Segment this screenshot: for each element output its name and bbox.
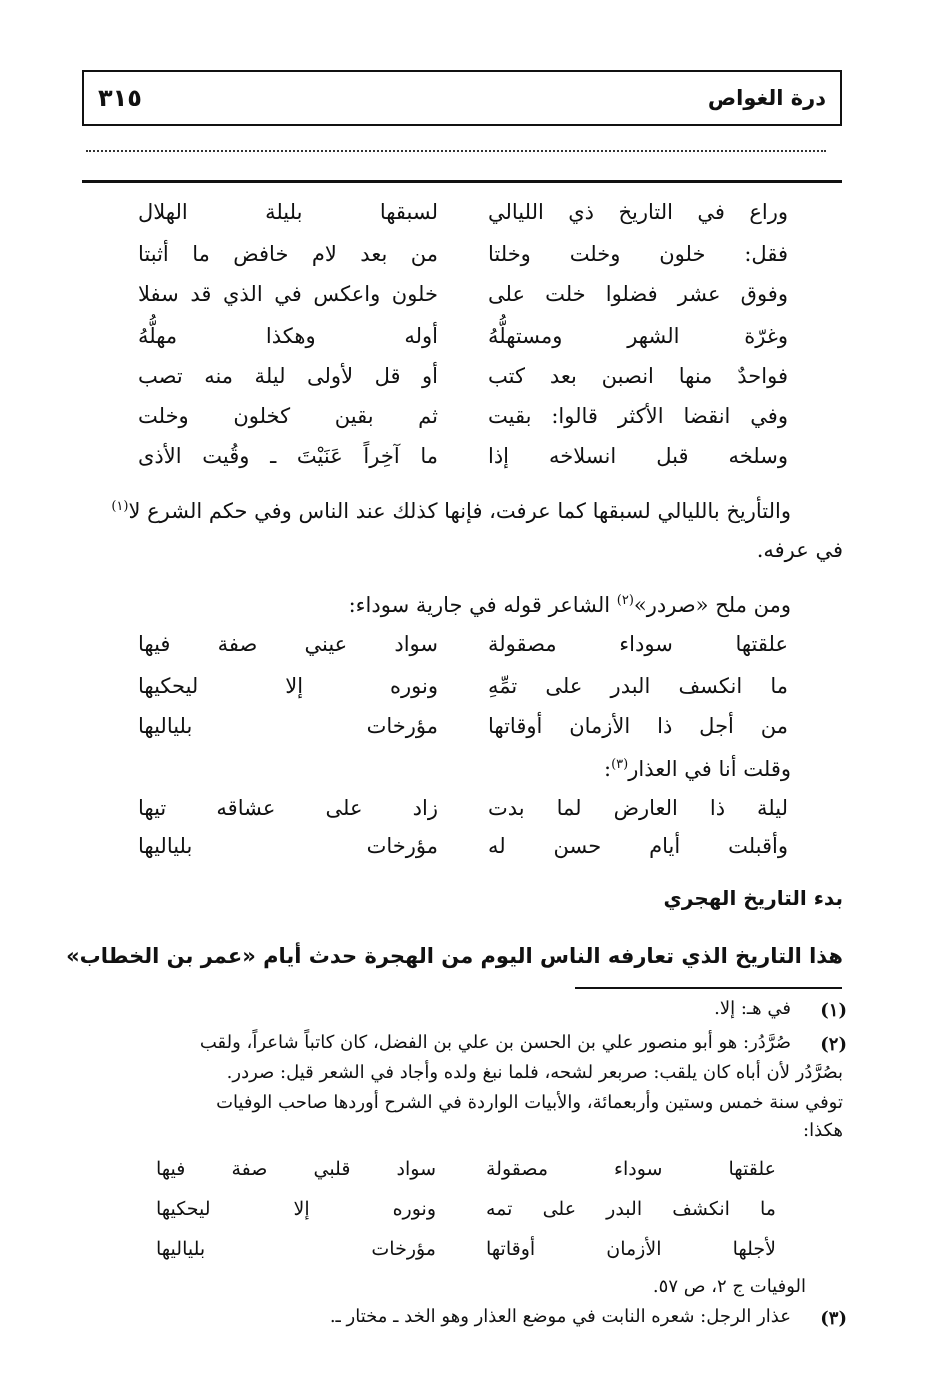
footnote-text: في هـ: إلا.	[714, 998, 791, 1019]
verse-first-hemistich: وسلخه قبل انسلاخه إذا	[488, 444, 788, 468]
footnote-separator	[575, 987, 842, 989]
verse-first-hemistich: ليلة ذا العارض لما بدت	[488, 796, 788, 820]
verse-second-hemistich: لسبقها بليلة الهلال	[138, 200, 438, 224]
verse-second-hemistich: سواد عيني صفة فيها	[138, 632, 438, 656]
dotted-divider	[86, 140, 826, 152]
footnote-source: الوفيات ج ٢، ص ٥٧.	[652, 1276, 806, 1297]
verse-first-hemistich: ما انكسف البدر على تمِّهِ	[488, 674, 788, 698]
paragraph-text: في عرفه.	[756, 538, 843, 562]
verse-second-hemistich: من بعد لام خافض ما أثبتا	[138, 242, 438, 266]
verse-first-hemistich: ما انكشف البدر على تمه	[486, 1198, 776, 1220]
verse-second-hemistich: ما آخِراً عَنَيْتَ ـ وقُيت الأذى	[138, 444, 438, 468]
verse-first-hemistich: فواحدٌ منها انصبن بعد كتب	[488, 364, 788, 388]
verse-first-hemistich: لأجلها الأزمان أوقاتها	[486, 1238, 776, 1260]
footnote-text: هكذا:	[803, 1120, 843, 1141]
paragraph-text: والتأريخ بالليالي لسبقها كما عرفت، فإنها كذلك عند الناس وفي حكم الشرع لا	[128, 499, 791, 523]
footnote-text: صُرَّدُر: هو أبو منصور علي بن الحسن بن علي بن الفضل، كان كاتباً شاعراً، ولقب	[199, 1032, 791, 1053]
verse-second-hemistich: أو قل لأولى ليلة منه تصب	[138, 364, 438, 388]
verse-first-hemistich: وفوق عشر فضلوا خلت على	[488, 282, 788, 306]
paragraph-line	[604, 758, 791, 780]
section-heading: بدء التاريخ الهجري	[663, 886, 843, 910]
verse-second-hemistich: أوله وهكذا مهلُّهُ	[138, 324, 438, 348]
verse-second-hemistich: مؤرخات بلياليها	[138, 834, 438, 858]
footnote-ref: (٢)	[616, 593, 634, 608]
paragraph-text: ومن ملح «صردر»	[633, 593, 791, 617]
verse-first-hemistich: علقتها سوداء مصقولة	[486, 1158, 776, 1180]
verse-first-hemistich: من أجل ذا الأزمان أوقاتها	[488, 714, 788, 738]
verse-first-hemistich: وغرّة الشهر ومستهلُّهُ	[488, 324, 788, 348]
verse-first-hemistich: فقل: خلون وخلت وخلتا	[488, 242, 788, 266]
verse-first-hemistich: وفي انقضا الأكثر قالوا: بقيت	[488, 404, 788, 428]
footnote-text: عذار الرجل: شعره النابت في موضع العذار وهو الخد ـ مختار ـ.	[329, 1306, 791, 1327]
verse-second-hemistich: ونوره إلا ليحكيها	[138, 674, 438, 698]
footnote-ref: (١)	[111, 499, 129, 514]
page-number: ٣١٥	[98, 84, 142, 112]
verse-first-hemistich: وراع في التاريخ ذي الليالي	[488, 200, 788, 224]
section-intro: هذا التاريخ الذي تعارفه الناس اليوم من الهجرة حدث أيام «عمر بن الخطاب»	[66, 944, 843, 968]
header-rule	[82, 180, 842, 183]
footnote-text: توفي سنة خمس وستين وأربعمائة، والأبيات الواردة في الشرح أوردها صاحب الوفيات	[216, 1092, 843, 1113]
footnote-ref: (٣)	[611, 757, 629, 772]
paragraph-text: :	[604, 757, 612, 781]
verse-second-hemistich: مؤرخات بلياليها	[138, 714, 438, 738]
running-header	[82, 70, 842, 126]
paragraph-text: وقلت أنا في العذار	[628, 757, 791, 781]
footnote-text: بصُرَّدُر لأن أباه كان يلقب: صربعر لشحه، فلما نبغ ولده وأجاد في الشعر قيل: صردر.	[226, 1062, 843, 1083]
paragraph-line	[757, 540, 843, 561]
verse-first-hemistich: وأقبلت أيام حسن له	[488, 834, 788, 858]
footnote-number: (٢)	[820, 1034, 847, 1055]
verse-second-hemistich: سواد قلبي صفة فيها	[156, 1158, 436, 1180]
paragraph-line	[111, 500, 791, 522]
verse-first-hemistich: علقتها سوداء مصقولة	[488, 632, 788, 656]
verse-second-hemistich: ونوره إلا ليحكيها	[156, 1198, 436, 1220]
verse-second-hemistich: خلون واعكس في الذي قد سفلا	[138, 282, 438, 306]
footnote-number: (٣)	[820, 1308, 847, 1329]
paragraph-text: الشاعر قوله في جارية سوداء:	[348, 593, 617, 617]
footnote-number: (١)	[820, 1000, 847, 1021]
verse-second-hemistich: مؤرخات بلياليها	[156, 1238, 436, 1260]
book-title: درة الغواص	[707, 86, 826, 110]
paragraph-line	[349, 594, 791, 616]
verse-second-hemistich: زاد على عشاقه تيها	[138, 796, 438, 820]
verse-second-hemistich: ثم بقين كخلون وخلت	[138, 404, 438, 428]
